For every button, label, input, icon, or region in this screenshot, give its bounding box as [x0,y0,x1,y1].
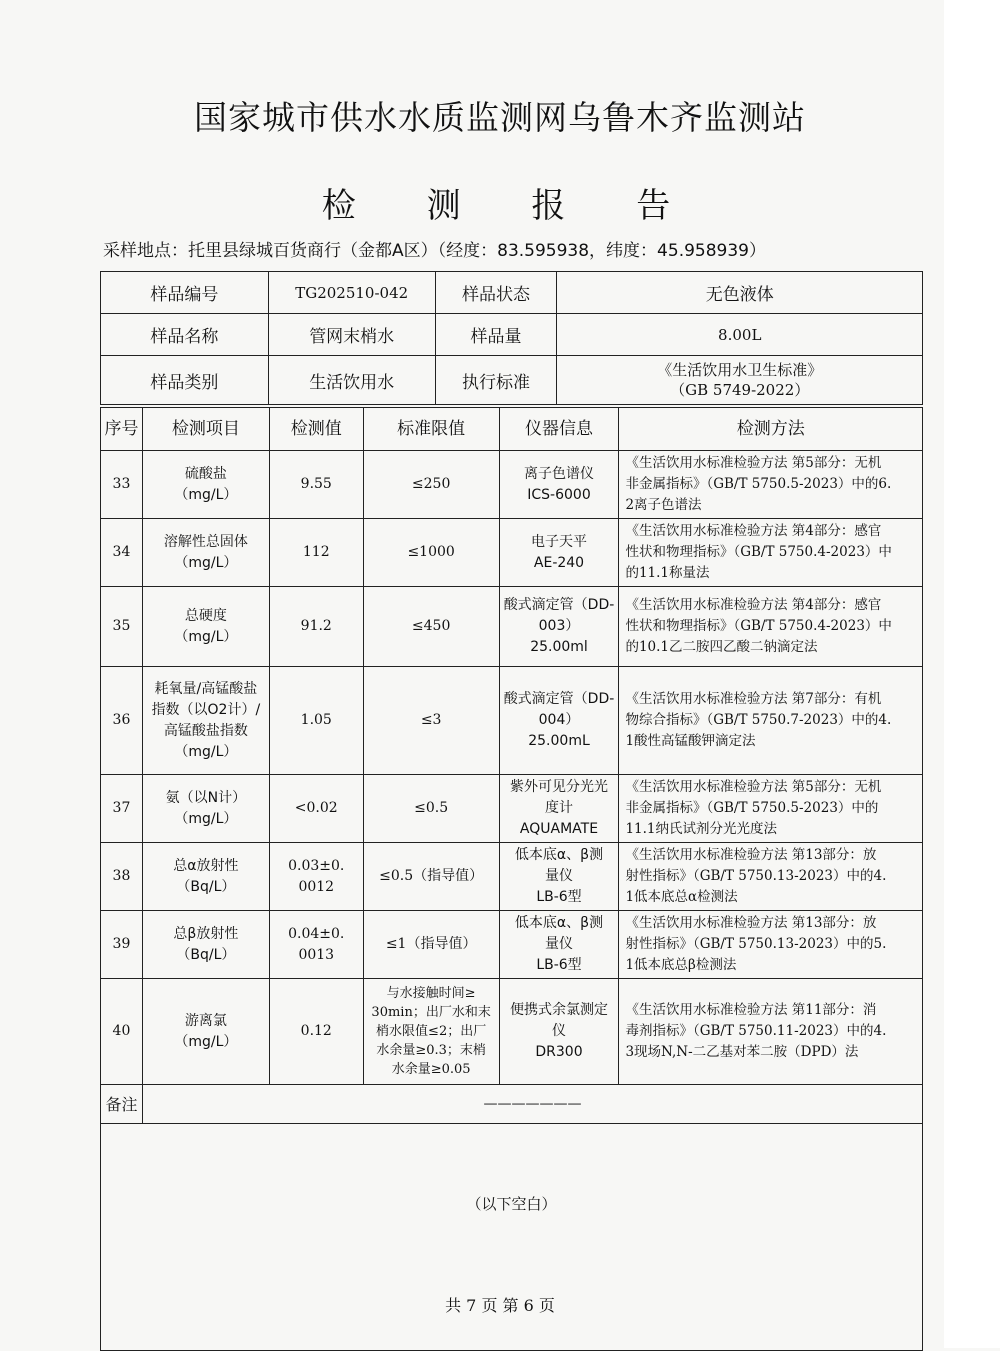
test-method-line: 性状和物理指标》（GB/T 5750.4-2023）中 [625,618,892,634]
test-value [269,451,363,519]
instrument-info-line: 紫外可见分光光 [510,779,608,795]
standard-limit [363,843,499,911]
test-item [142,667,269,775]
instrument-info-line: AQUAMATE [519,821,599,837]
table-row [101,775,923,843]
test-method-line: 11.1纳氏试剂分光光度法 [625,821,778,837]
standard-limit [363,979,499,1085]
test-method-line: 2离子色谱法 [625,497,702,513]
test-value-line: 0.12 [300,1023,332,1039]
test-method-line: 1低本底总β检测法 [625,957,737,973]
test-value [269,843,363,911]
header-cell: 仪器信息 [499,408,619,451]
test-method [619,667,923,775]
test-item-line: （mg/L） [174,554,238,571]
test-method-line: 射性指标》（GB/T 5750.13-2023）中的5. [625,936,887,952]
item-number-line: 36 [112,712,131,728]
table-row [101,451,923,519]
test-method-line: 非金属指标》（GB/T 5750.5-2023）中的6. [625,476,892,492]
test-item-line: 游离氯 [184,1012,227,1029]
test-method-line: 《生活饮用水标准检验方法 第13部分：放 [625,847,877,863]
test-item-line: 溶解性总固体 [163,533,248,550]
test-item-line: 高锰酸盐指数 [163,722,248,739]
test-method [619,979,923,1085]
test-item-line: （mg/L） [174,628,238,645]
standard-limit-line: ≤1（指导值） [385,936,477,952]
test-method-line: 《生活饮用水标准检验方法 第5部分：无机 [625,779,882,795]
remark-row [101,1085,923,1124]
test-method-line: 《生活饮用水标准检验方法 第7部分：有机 [625,691,882,707]
test-item-line: （mg/L） [174,743,238,760]
test-item-line: 耗氧量/高锰酸盐 [154,680,258,697]
sample-info-row [101,272,923,314]
instrument-info-line: 度计 [545,800,573,816]
instrument-info-line: DR300 [535,1044,583,1060]
test-item [142,843,269,911]
table-row [101,667,923,775]
standard-code: （GB 5749-2022） [670,381,810,399]
test-item-line: （Bq/L） [176,878,236,895]
item-number [101,587,143,667]
test-value-line: 91.2 [300,618,332,634]
test-method [619,911,923,979]
results-table [100,407,923,1351]
organization-name: 国家城市供水水质监测网乌鲁木齐监测站 [194,98,806,137]
standard-limit-line: ≤1000 [407,544,455,560]
sample-quantity-label: 样品量 [435,314,557,356]
item-number [101,843,143,911]
test-item-line: 总硬度 [184,607,227,624]
sample-state-label: 样品状态 [435,272,557,314]
test-item-line: 氨（以N计） [165,789,247,806]
test-method [619,775,923,843]
test-method [619,843,923,911]
test-item-line: 硫酸盐 [184,465,227,482]
instrument-info [499,667,619,775]
standard-limit-line: ≤3 [420,712,442,728]
test-method-line: 的11.1称量法 [625,565,710,581]
instrument-info [499,775,619,843]
test-method-line: 《生活饮用水标准检验方法 第13部分：放 [625,915,877,931]
test-method [619,451,923,519]
instrument-info-line: 便携式余氯测定 [510,1002,608,1018]
item-number [101,911,143,979]
test-method-line: 1低本底总α检测法 [625,889,738,905]
standard-limit [363,775,499,843]
instrument-info-line: 离子色谱仪 [524,465,594,482]
test-value-line: 112 [302,544,330,560]
test-item [142,979,269,1085]
instrument-info-line: 量仪 [545,936,573,952]
standard-limit [363,519,499,587]
standard-limit-line: 水余量≥0.05 [391,1062,471,1077]
instrument-info-line: 酸式滴定管（DD- [503,691,615,707]
test-method-line: 《生活饮用水标准检验方法 第4部分：感官 [625,523,882,539]
instrument-info [499,451,619,519]
blank-note: （以下空白） [466,1195,557,1213]
sample-category-label: 样品类别 [101,356,269,405]
standard-limit-line: 梢水限值≤2；出厂 [376,1024,487,1039]
test-item-line: 总α放射性 [173,857,239,874]
test-value-line: 0013 [298,946,335,963]
header-cell: 检测项目 [142,408,269,451]
instrument-info [499,843,619,911]
instrument-info [499,587,619,667]
test-value-line: 0012 [298,878,335,895]
test-value-line: 1.05 [300,712,332,728]
remark-value: ——————— [142,1085,922,1124]
sample-name-value: 管网末梢水 [268,314,435,356]
test-item [142,775,269,843]
test-value [269,587,363,667]
instrument-info [499,911,619,979]
item-number-line: 34 [112,544,131,560]
instrument-info-line: 003） [538,618,580,634]
table-row [101,979,923,1085]
item-number-line: 33 [112,476,131,492]
test-item-line: 总β放射性 [173,925,239,942]
instrument-info-line: LB-6型 [536,957,582,973]
test-value [269,979,363,1085]
standard-limit-line: ≤0.5（指导值） [379,868,484,884]
instrument-info-line: 仪 [552,1023,566,1039]
test-method-line: 3现场N,N-二乙基对苯二胺（DPD）法 [625,1044,859,1060]
test-method-line: 《生活饮用水标准检验方法 第11部分：消 [625,1002,877,1018]
test-item-line: 指数（以O2计）/ [151,701,261,718]
test-item [142,587,269,667]
item-number [101,979,143,1085]
sample-no-value: TG202510-042 [268,272,435,314]
test-method-line: 《生活饮用水标准检验方法 第5部分：无机 [625,455,882,471]
report-title: 检 测 报 告 [321,186,701,226]
item-number-line: 38 [112,868,131,884]
table-header-row [101,408,923,451]
test-item-line: （Bq/L） [176,946,236,963]
test-method-line: 的10.1乙二胺四乙酸二钠滴定法 [625,639,818,655]
standard-name: 《生活饮用水卫生标准》 [657,361,823,379]
sample-quantity-value: 8.00L [557,314,923,356]
test-item [142,451,269,519]
table-row [101,587,923,667]
standard-value [557,356,923,405]
standard-limit [363,667,499,775]
test-value-line: 0.04±0. [288,925,345,942]
test-method-line: 1酸性高锰酸钾滴定法 [625,733,756,749]
instrument-info [499,519,619,587]
standard-limit [363,911,499,979]
standard-limit [363,451,499,519]
test-method [619,519,923,587]
test-method-line: 物综合指标》（GB/T 5750.7-2023）中的4. [625,712,892,728]
test-value [269,519,363,587]
sample-name-label: 样品名称 [101,314,269,356]
standard-limit-line: 与水接触时间≥ [386,986,476,1001]
test-value [269,775,363,843]
standard-label: 执行标准 [435,356,557,405]
item-number [101,775,143,843]
test-value [269,911,363,979]
item-number [101,451,143,519]
item-number-line: 40 [112,1023,131,1039]
sampling-location: 采样地点：托里县绿城百货商行（金都A区）（经度：83.595938，纬度：45.958939） [103,241,766,261]
header-cell: 标准限值 [363,408,499,451]
instrument-info-line: 酸式滴定管（DD- [503,597,615,613]
standard-limit-line: 30min；出厂水和末 [371,1005,491,1020]
blank-area [101,1124,923,1351]
item-number-line: 35 [112,618,131,634]
instrument-info-line: 电子天平 [531,533,587,550]
sample-info-table [100,271,923,405]
header-cell: 序号 [101,408,143,451]
item-number-line: 39 [112,936,131,952]
sample-category-value: 生活饮用水 [268,356,435,405]
test-item-line: （mg/L） [174,810,238,827]
instrument-info-line: 004） [538,712,580,728]
test-item-line: （mg/L） [174,486,238,503]
test-item [142,519,269,587]
test-item-line: （mg/L） [174,1033,238,1050]
test-method [619,587,923,667]
instrument-info-line: 低本底α、β测 [514,847,604,863]
test-method-line: 《生活饮用水标准检验方法 第4部分：感官 [625,597,882,613]
sample-no-label: 样品编号 [101,272,269,314]
standard-limit-line: ≤0.5 [414,800,449,816]
test-method-line: 毒剂指标》（GB/T 5750.11-2023）中的4. [625,1023,887,1039]
instrument-info-line: 25.00mL [528,733,590,749]
instrument-info-line: LB-6型 [536,889,582,905]
test-item [142,911,269,979]
instrument-info [499,979,619,1085]
table-row [101,843,923,911]
sample-info-row [101,314,923,356]
blank-row [101,1124,923,1351]
header-cell: 检测方法 [619,408,923,451]
standard-limit-line: 水余量≥0.3；末梢 [376,1043,486,1058]
test-method-line: 射性指标》（GB/T 5750.13-2023）中的4. [625,868,887,884]
test-value-line: 0.03±0. [288,857,345,874]
test-method-line: 非金属指标》（GB/T 5750.5-2023）中的 [625,800,879,816]
sample-info-row [101,356,923,405]
page-number: 共 7 页 第 6 页 [445,1296,555,1315]
item-number-line: 37 [112,800,131,816]
test-value [269,667,363,775]
instrument-info-line: AE-240 [533,554,585,571]
sample-state-value: 无色液体 [557,272,923,314]
test-value-line: <0.02 [294,800,338,816]
header-cell: 检测值 [269,408,363,451]
instrument-info-line: 低本底α、β测 [514,915,604,931]
table-row [101,519,923,587]
table-row [101,911,923,979]
instrument-info-line: ICS-6000 [527,486,591,503]
instrument-info-line: 25.00ml [530,639,588,655]
instrument-info-line: 量仪 [545,868,573,884]
test-method-line: 性状和物理指标》（GB/T 5750.4-2023）中 [625,544,892,560]
item-number [101,667,143,775]
remark-label: 备注 [101,1085,143,1124]
item-number [101,519,143,587]
standard-limit [363,587,499,667]
standard-limit-line: ≤250 [411,476,451,492]
test-value-line: 9.55 [300,476,332,492]
standard-limit-line: ≤450 [411,618,451,634]
